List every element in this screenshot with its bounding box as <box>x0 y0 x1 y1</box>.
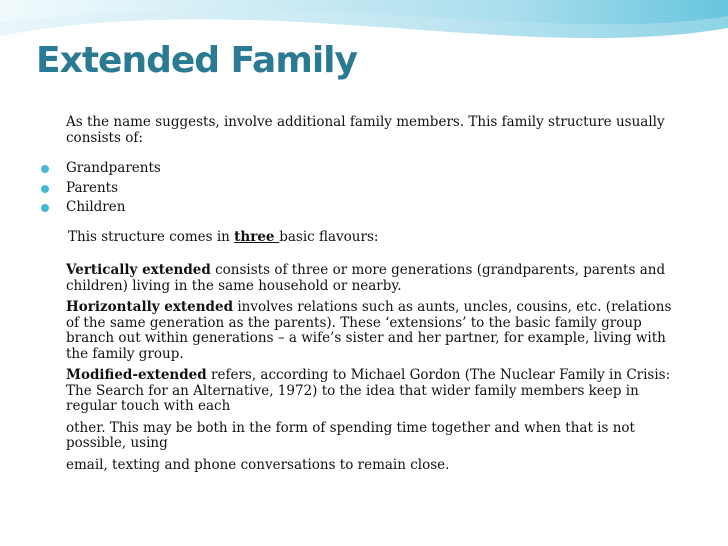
horizontal-paragraph: Horizontally extended involves relations such as aunts, uncles, cousins, etc. (relations of the same generation as the parents). These ‘extensions’ to the basic family group branch out within generations – a wife’s sister and her partner, for example, living with the family group. <box>66 299 672 362</box>
intro-paragraph: As the name suggests, involve additional family members. This family structure usually consists of: <box>66 114 665 146</box>
bullet-icon <box>41 185 49 193</box>
slide-title: Extended Family <box>36 40 357 81</box>
modified-paragraph: Modified-extended refers, according to Michael Gordon (The Nuclear Family in Crisis: The Search for an Alternative, 1972) to the idea that wider family members keep in regular touch with each <box>66 367 671 414</box>
emphasis-three: three <box>234 228 280 245</box>
modified-continuation-2: email, texting and phone conversations to remain close. <box>66 456 450 473</box>
modified-term: Modified-extended <box>66 367 207 383</box>
list-item <box>36 161 686 177</box>
slide-body <box>36 115 686 479</box>
family-members-list <box>36 161 686 216</box>
modified-continuation-1: other. This may be both in the form of spending time together and when that is not possible, using <box>66 419 635 451</box>
bullet-icon <box>41 165 49 173</box>
list-item-label: Grandparents <box>66 160 161 176</box>
list-item <box>36 200 686 216</box>
list-item <box>36 181 686 197</box>
vertical-paragraph: Vertically extended consists of three or more generations (grandparents, parents and children) living in the same household or nearby. <box>66 262 666 294</box>
list-item-label: Children <box>66 199 126 215</box>
flavours-line: This structure comes in three basic flavours: <box>68 228 379 245</box>
bullet-icon <box>41 204 49 212</box>
horizontal-term: Horizontally extended <box>66 299 234 315</box>
vertical-term: Vertically extended <box>66 262 211 278</box>
list-item-label: Parents <box>66 179 119 196</box>
